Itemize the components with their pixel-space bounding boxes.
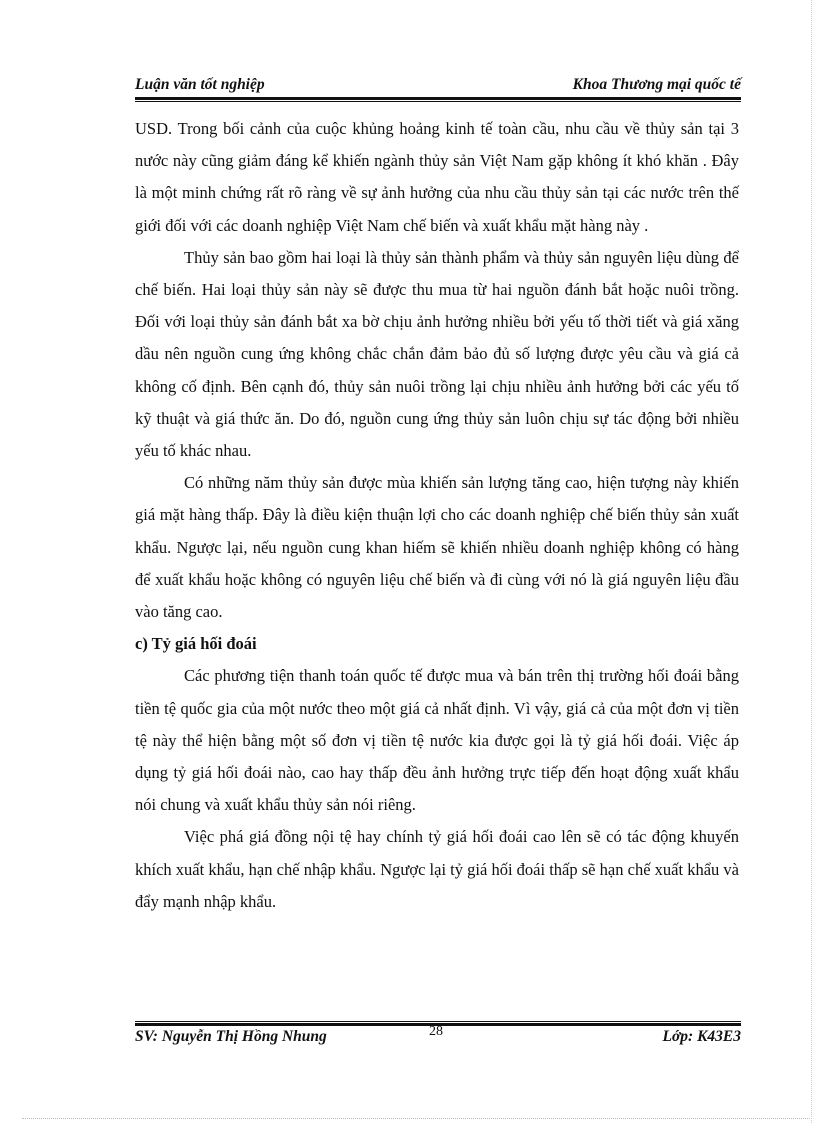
paragraph-3: Có những năm thủy sản được mùa khiến sản lượng tăng cao, hiện tượng này khiến giá mặt hàng thấp. Đây là điều kiện thuận lợi cho các doanh nghiệp chế biến thủy sản xuất khẩu. Ngược lại, nếu nguồn cung khan hiếm sẽ khiến nhiều doanh nghiệp không có hàng để xuất khẩu hoặc không có nguyên liệu chế biến và đi cùng với nó là giá nguyên liệu đầu vào tăng cao. xyxy=(135,473,739,622)
section-heading: c) Tỷ giá hối đoái xyxy=(135,634,257,654)
page-edge-bottom xyxy=(22,1118,812,1119)
header-rule-thin xyxy=(135,101,741,102)
page-number: 28 xyxy=(429,1024,443,1039)
paragraph-2: Thủy sản bao gồm hai loại là thủy sản thành phẩm và thủy sản nguyên liệu dùng để chế biến. Hai loại thủy sản này sẽ được thu mua từ hai nguồn đánh bắt hoặc nuôi trồng. Đối với loại thủy sản đánh bắt xa bờ chịu ảnh hưởng nhiều bởi yếu tố thời tiết và giá xăng dầu nên nguồn cung ứng không chắc chắn đảm bảo đủ số lượng được yêu cầu và giá cả không cố định. Bên cạnh đó, thủy sản nuôi trồng lại chịu nhiều ảnh hưởng bởi các yếu tố kỹ thuật và giá thức ăn. Do đó, nguồn cung ứng thủy sản luôn chịu sự tác động bởi nhiều yếu tố khác nhau. xyxy=(135,247,739,461)
page-header xyxy=(135,72,741,96)
page-edge-right xyxy=(811,0,812,1123)
faculty-label: Khoa Thương mại quốc tế xyxy=(572,76,741,93)
thesis-label: Luận văn tốt nghiệp xyxy=(135,76,265,93)
header-rule-thick xyxy=(135,97,741,100)
student-name: SV: Nguyễn Thị Hồng Nhung xyxy=(135,1028,327,1045)
paragraph-4: Các phương tiện thanh toán quốc tế được mua và bán trên thị trường hối đoái bằng tiền tệ quốc gia của một nước theo một giá cả nhất định. Vì vậy, giá cả của một đơn vị tiền tệ này thể hiện bằng một số đơn vị tiền tệ nước kia được gọi là tỷ giá hối đoái. Việc áp dụng tỷ giá hối đoái nào, cao hay thấp đều ảnh hưởng trực tiếp đến hoạt động xuất khẩu nói chung và xuất khẩu thủy sản nói riêng. xyxy=(135,666,739,815)
paragraph-1: USD. Trong bối cảnh của cuộc khủng hoảng kinh tế toàn cầu, nhu cầu về thủy sản tại 3 nước này cũng giảm đáng kể khiến ngành thủy sản Việt Nam gặp không ít khó khăn . Đây là một minh chứng rất rõ ràng về sự ảnh hưởng của nhu cầu thủy sản tại các nước trên thế giới đối với các doanh nghiệp Việt Nam chế biến và xuất khẩu mặt hàng này . xyxy=(135,119,739,235)
document-body xyxy=(135,113,739,918)
page-footer xyxy=(135,1026,741,1048)
footer-rule-thin xyxy=(135,1021,741,1022)
class-label: Lớp: K43E3 xyxy=(662,1028,741,1045)
paragraph-5: Việc phá giá đồng nội tệ hay chính tỷ giá hối đoái cao lên sẽ có tác động khuyến khích xuất khẩu, hạn chế nhập khẩu. Ngược lại tỷ giá hối đoái thấp sẽ hạn chế xuất khẩu và đẩy mạnh nhập khẩu. xyxy=(135,827,739,911)
